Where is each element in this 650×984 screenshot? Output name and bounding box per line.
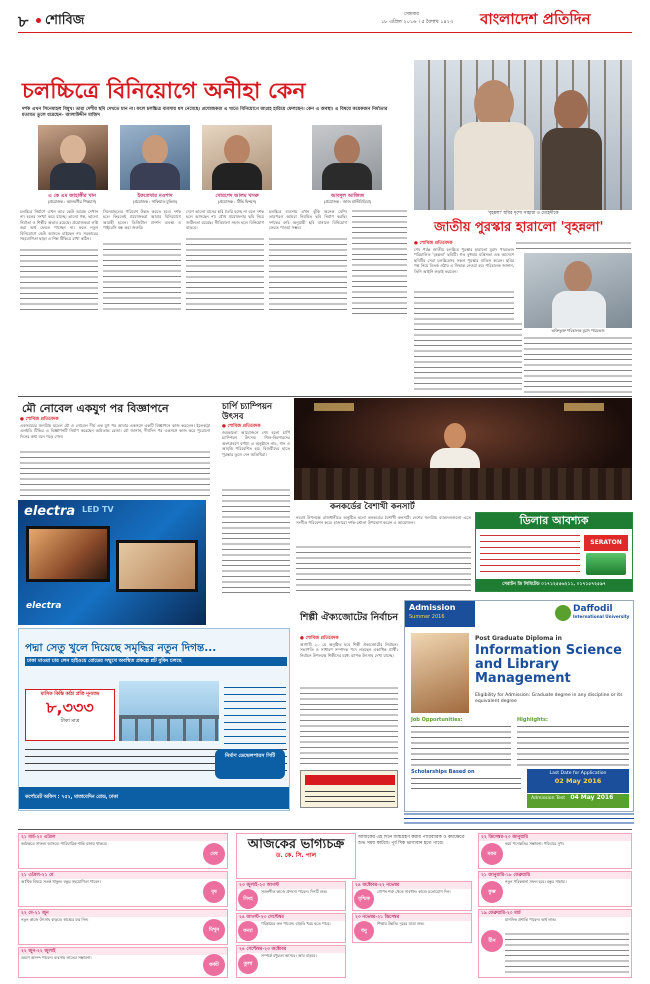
sign-text-1: কর্মক্ষেত্রে সাফল্য আসবে। পারিবারিক শান্তি বজায় থাকবে। <box>21 841 108 846</box>
sign-head-11: ২১ জানুয়ারি-১৮ ফেব্রুয়ারি <box>479 872 631 879</box>
issue-day: সোমবার <box>404 12 419 17</box>
sign-head-10: ২২ ডিসেম্বর-২০ জানুয়ারি <box>479 834 631 841</box>
sign-card-6 <box>236 913 346 943</box>
lead-column-4-text <box>269 237 347 314</box>
brihonnola-byline: ● শোবিজ প্রতিবেদক <box>414 241 453 246</box>
padma-subheadline: ঢাকা মাওয়া চার লেন হাইওয়ে রোডের সম্মুখে অবস্থিত প্রকল্পে প্লট বুকিং চলছে <box>25 657 287 666</box>
lead-intro: দর্শক এখন সিনেমাহল বিমুখ। তারা দেশীয় ছবি দেখতে চান না। ফলে চলচ্চিত্র ব্যবসায় ধস নেমেছে। প্রযোজকরা এ খাতে বিনিয়োগে আগ্রহ হারিয়ে ফেলছেন। কেন এ অবস্থা। এ বিষয়ে কয়েকজন নির্মাতার মতামত তুলে ধরেছেন– আলাউদ্দীন মাজিদ <box>22 107 388 118</box>
sign-card-3 <box>18 909 228 945</box>
sign-head-4: ২২ জুন-২২ জুলাই <box>19 948 227 955</box>
person-role-2: (প্রযোজক : সাফিয়াত মুভিজ) <box>132 199 178 204</box>
lead-column-4: চলচ্চিত্র ব্যবসায় এখন ঝুঁকি অনেক বেশি। তারপরও আমরা নিয়মিত ছবি নির্মাণ করছি। দর্শকের রুচি অনুযায়ী ছবি বানালে বিনিয়োগ ফেরত পাওয়া সম্ভব। <box>269 209 347 231</box>
sign-text-6: পরিশ্রমের ফল পাবেন। বাড়তি খরচ হতে পারে। <box>261 921 331 926</box>
sign-card-8 <box>352 881 472 911</box>
admission-test-label: Admission Test <box>531 796 566 801</box>
sign-text-11: নতুন পরিকল্পনা সফল হবে। বন্ধুর সাহায্য। <box>505 879 567 884</box>
pgd-label: Post Graduate Diploma in <box>475 635 562 642</box>
electra-brand-footer: electra <box>26 601 62 611</box>
daffodil-subname: International University <box>573 614 630 619</box>
sign-icon-cancer: কর্কট <box>203 954 225 976</box>
dealer-contact: সেরাটন ডি লিমিটেড ০১৭১২৫৫৬২১১, ০১৭১৫৭২৫৯৭ <box>476 579 632 591</box>
padma-price-box <box>25 689 115 741</box>
brihonnola-headline: জাতীয় পুরস্কার হারালো 'বৃহন্নলা' <box>434 220 604 235</box>
sign-icon-pisces: মীন <box>481 930 503 952</box>
dealer-wanted-title: ডিলার আবশ্যক <box>476 513 632 529</box>
sign-head-6: ২৪ আগস্ট-২৩ সেপ্টেম্বর <box>237 914 345 921</box>
seraton-product <box>586 553 626 575</box>
admission-label: Admission <box>409 603 456 612</box>
concert-caption: কনকর্ডের বৈশাখী কনসার্ট <box>330 502 415 512</box>
sign-text-7: সম্পর্কে মধুরতা আসবে। আয় বাড়বে। <box>261 953 317 958</box>
daffodil-footer <box>404 812 634 826</box>
charpi-byline: ● শোবিজ প্রতিবেদক <box>222 424 261 429</box>
last-date: 02 May 2016 <box>554 777 602 786</box>
sign-extra-text <box>505 932 629 974</box>
sign-head-9: ২৩ নভেম্বর-২১ ডিসেম্বর <box>353 914 471 921</box>
mou-body: একসময়ের জনপ্রিয় মডেল মৌ ও নোবেল দীর্ঘ এক যুগ পর আবার একসঙ্গে একটি বিজ্ঞাপনে কাজ করলেন। ইলেকট্রা এলইডি টিভির এ বিজ্ঞাপনটি নির্মাণ করেছেন অমিতাভ রেজা। মৌ জানান, দীর্ঘদিন পর একসঙ্গে কাজ করে পুরোনো দিনের কথা মনে পড়ে গেল। <box>20 423 210 439</box>
brihonnola-body-text-2 <box>516 241 631 251</box>
dealer-wanted-body <box>480 533 580 573</box>
charpi-headline: চার্পি চ্যাম্পিয়ন উৎসব <box>222 402 273 422</box>
sign-text-4: ভ্রমণে আনন্দ পাবেন। ব্যবসায় লাভের সম্ভাবনা। <box>21 955 92 960</box>
scholarship-title: Scholarships Based on <box>411 769 475 775</box>
page-number: ৮ <box>18 12 29 31</box>
section-dot <box>36 18 41 23</box>
pgd-course: Information Science and Library Management <box>475 643 622 686</box>
sign-text-12: মানসিক প্রশান্তি পাবেন। অর্থ লাভ। <box>505 917 557 922</box>
sign-icon-leo: সিংহ <box>238 889 258 909</box>
brihonnola-photo <box>414 60 632 210</box>
person-name-4: আবদুল আজিজ <box>331 193 364 199</box>
sign-icon-gemini: মিথুন <box>203 919 225 941</box>
electra-brand: electra <box>24 504 76 519</box>
padma-price: ৮,৩৩৩ <box>46 698 94 718</box>
sign-head-7: ২৪ সেপ্টেম্বর-২৩ অক্টোবর <box>237 946 345 953</box>
library-photo <box>411 633 469 713</box>
eligibility: Eligibility for Admission: Graduate degree in any discipline or its equivalent degree <box>475 693 623 704</box>
sign-icon-taurus: বৃষ <box>203 881 225 903</box>
sign-text-5: সৃজনশীল কাজে প্রশংসা পাবেন। দিনটি শুভ। <box>261 889 328 894</box>
lead-column-3-text <box>186 237 264 314</box>
last-date-label: Last Date for Application <box>549 771 607 776</box>
masthead <box>18 9 632 33</box>
daffodil-ad <box>404 600 634 812</box>
electra-tv-screen-2 <box>116 540 198 592</box>
charpi-body: জমকালো আয়োজনে শেষ হলো চার্পি চ্যাম্পিয়ন উৎসব। শিশু-কিশোরদের অংশগ্রহণে বর্ণাঢ্য এ অনুষ্ঠানে নাচ, গান ও আবৃত্তি পরিবেশিত হয়। বিজয়ীদের হাতে পুরস্কার তুলে দেন অতিথিরা। <box>222 430 290 457</box>
lead-headline: চলচ্চিত্রে বিনিয়োগে অনীহা কেন <box>22 79 306 104</box>
lead-column-3: দেশে ভালো মানের ছবি তৈরি হচ্ছে না বলে দর্শক হলে আসছেন না। যৌথ প্রযোজনার ছবি নিয়ে জটিলতা রয়েছে। নীতিমালা সহজ হলে বিনিয়োগ বাড়বে। <box>186 209 264 231</box>
divider-bottom <box>18 829 632 830</box>
horoscope-title-box <box>236 833 356 879</box>
concert-body: নববর্ষ উপলক্ষে রাজধানীতে অনুষ্ঠিত হলো কনকর্ডের বৈশাখী কনসার্ট। দেশের জনপ্রিয় ব্যান্ডদলগুলো এতে সংগীত পরিবেশন করে। হাজারো দর্শক-শ্রোতা উপভোগ করেন এ আয়োজন। <box>296 515 471 526</box>
small-ad <box>300 770 398 808</box>
silpi-headline: শিল্পী ঐক্যজোটের নির্বাচন <box>300 612 399 623</box>
daffodil-name: Daffodil <box>573 604 613 614</box>
sign-head-8: ২৪ অক্টোবর-২২ নভেম্বর <box>353 882 471 889</box>
sign-text-3: নতুন কাজে উৎসাহ বাড়বে। স্বাস্থ্যের যত্ন নিন। <box>21 917 89 922</box>
sign-card-7 <box>236 945 346 978</box>
portrait-jahangir <box>38 125 108 190</box>
silpi-byline: ● শোবিজ প্রতিবেদক <box>300 636 339 641</box>
padma-footer: কর্পোরেট অফিস : ৭৫২, মাতাবেদিন রোড, ঢাকা <box>19 787 289 809</box>
padma-headline: পদ্মা সেতু খুলে দিয়েছে সমৃদ্ধির নতুন দিগন্ত... <box>25 642 217 654</box>
highlights-list <box>517 724 629 766</box>
padma-features <box>224 685 286 745</box>
daffodil-logo <box>555 605 571 621</box>
padma-brand-logo: নির্মাণ ডেভেলপারস সিটি <box>215 749 285 779</box>
electra-tv-screen <box>26 526 110 582</box>
sign-text-8: গোপন শত্রু থেকে সাবধান। কাজে মনোযোগ দিন। <box>377 889 451 894</box>
brihonnola-body-text-3 <box>414 322 522 394</box>
electra-model: LED TV <box>82 505 114 514</box>
sign-head-5: ২৩ জুলাই-২৩ আগস্ট <box>237 882 345 889</box>
brihonnola-body-text-4 <box>524 336 632 394</box>
concert-photo <box>294 398 632 500</box>
sign-card-10 <box>478 833 632 869</box>
portrait-aziz <box>312 125 382 190</box>
seraton-logo: SERATON <box>584 535 628 551</box>
job-list <box>411 724 511 766</box>
sign-card-2 <box>18 871 228 907</box>
last-date-box <box>527 769 629 793</box>
issue-date: ১৮ এপ্রিল ২০১৬ । ৫ বৈশাখ ১৪২৩ <box>381 19 454 25</box>
admission-test-date: 04 May 2016 <box>570 794 614 801</box>
paper-name: বাংলাদেশ প্রতিদিন <box>480 10 591 28</box>
mou-body-text <box>20 450 210 498</box>
sign-icon-aquarius: কুম্ভ <box>481 881 503 903</box>
sign-icon-capricorn: মকর <box>481 843 503 865</box>
sign-head-1: ২১ মার্চ-২০ এপ্রিল <box>19 834 227 841</box>
brihonnola-photo-caption: 'বৃহন্নলা' ছবির দৃশ্যে সাহারা ও মেহেদীকে <box>487 211 559 216</box>
sign-head-12: ১৯ ফেব্রুয়ারি-২০ মার্চ <box>479 910 631 917</box>
charpi-body-text <box>222 488 290 594</box>
sign-card-11 <box>478 871 632 907</box>
horoscope-intro: আজকের এই দিনে জন্মগ্রহণ করায় পারিবারিক ও কর্মক্ষেত্রে শুভ সময় কাটবে। পূর্ব দিক ভাগ্যবান হতে পারে। <box>358 835 465 846</box>
sign-icon-scorpio: বৃশ্চিক <box>354 889 374 909</box>
divider <box>18 396 632 397</box>
sign-head-3: ২২ মে-২১ জুন <box>19 910 227 917</box>
lead-column-5-text <box>352 209 407 314</box>
concert-body-text <box>296 545 471 593</box>
scholarship-list <box>411 776 521 790</box>
admission-badge <box>405 601 475 627</box>
sign-icon-libra: তুলা <box>238 954 258 974</box>
dealer-wanted-ad <box>475 512 633 592</box>
padma-price-label: মাসিক কিস্তি কাঠা প্রতি নূন্যতম <box>40 692 100 697</box>
portrait-iftekhar <box>120 125 190 190</box>
sign-card-1 <box>18 833 228 869</box>
person-role-3: (প্রযোজক : টিভি ফিল্মস) <box>217 199 257 204</box>
lead-column-2: সিনেমাহলের পরিবেশ উন্নত করতে হবে। দর্শক হলে ফিরলেই প্রযোজকরা আবার বিনিয়োগে আগ্রহী হবেন। ডিজিটাল প্রদর্শন ব্যবস্থা ও পাইরেসি বন্ধ করা জরুরি। <box>103 209 181 231</box>
director-photo-caption: ভক্তিভুক্ত পরিচালক মুরাদ পারভেজ <box>551 328 605 333</box>
person-role-1: (প্রযোজক : আলমগীর পিকচার্স) <box>47 199 97 204</box>
person-name-1: এ কে এম জাহাঙ্গীর খান <box>47 193 97 199</box>
sign-card-4 <box>18 947 228 978</box>
lead-column-1-text <box>20 248 98 314</box>
horoscope-title: আজকের ভাগ্যচক্র <box>247 837 345 852</box>
job-opportunities-title: Job Opportunities: <box>411 717 463 723</box>
sign-card-5 <box>236 881 346 911</box>
mou-byline: ● শোবিজ প্রতিবেদক <box>20 417 59 422</box>
padma-price-unit: টাকা মাত্র <box>60 718 80 725</box>
brihonnola-body: শেষ পর্যন্ত জাতীয় চলচ্চিত্র পুরস্কার হারালো মুরাদ পারভেজ পরিচালিত 'বৃহন্নলা' ছবিটি। গত বুধবার মন্ত্রিসভা এক আদেশে ছবিটির সেরা চলচ্চিত্রসহ সকল পুরস্কার বাতিল করেন। ছবির গল্প নিয়ে বিতর্ক ওঠায় এ সিদ্ধান্ত নেওয়া হয়। পরিচালক জানান, তিনি আইনি লড়াই করবেন। <box>414 247 514 274</box>
horoscope-author: ড. কে. সি. পাল <box>275 852 317 859</box>
director-photo <box>524 253 632 328</box>
sign-icon-sagittarius: ধনু <box>354 921 374 941</box>
mou-headline: মৌ নোবেল একযুগ পর বিজ্ঞাপনে <box>22 402 169 415</box>
silpi-body-text <box>300 686 398 766</box>
silpi-body: আগামী ২০ মে অনুষ্ঠিত হবে শিল্পী ঐক্যজোটের নির্বাচন। সভাপতি ও সাধারণ সম্পাদক পদে লড়ছেন একাধিক প্রার্থী। নির্বাচন উপলক্ষে শিল্পীদের মধ্যে ব্যাপক উৎসাহ দেখা যাচ্ছে। <box>300 642 398 658</box>
admission-session: Summer 2016 <box>409 613 445 620</box>
sign-icon-aries: মেষ <box>203 843 225 865</box>
sign-card-12 <box>478 909 632 978</box>
section-name: শোবিজ <box>45 13 85 28</box>
person-role-4: (প্রযোজক : জাজ মাল্টিমিডিয়া) <box>323 199 372 204</box>
lead-column-2-text <box>103 242 181 314</box>
sign-card-9 <box>352 913 472 943</box>
sign-text-10: কর্মে পদোন্নতির সম্ভাবনা। পরিবারে সুখ। <box>505 841 564 846</box>
highlights-title: Highlights: <box>517 717 548 723</box>
brihonnola-body-text <box>414 290 514 320</box>
person-name-3: খোরশেদ আলম খসরু <box>215 193 259 199</box>
horoscope-section <box>18 833 632 978</box>
person-name-2: ইফতেখার নওশাদ <box>137 193 173 199</box>
padma-bridge-art <box>119 681 219 741</box>
sign-text-9: শিক্ষায় উন্নতি। দূরের যাত্রা শুভ। <box>377 921 425 926</box>
lead-column-1: চলচ্চিত্র নির্মাণে এখন আর কেউ আগ্রহ দেখান না। হলের সংখ্যা কমে যাচ্ছে। ভালো গল্প, ভালো নির্মাতা ও শিল্পীর অভাব রয়েছে। প্রযোজকরা লগ্নি করা অর্থ ফেরত পাচ্ছেন না। ফলে নতুন বিনিয়োগে কেউ আসতে চাইছেন না। সরকারের সহযোগিতা ছাড়া এ শিল্প টিকিয়ে রাখা কঠিন। <box>20 209 98 242</box>
sign-text-2: আর্থিক বিষয়ে সতর্ক থাকুন। বন্ধুর সহযোগিতা পাবেন। <box>21 879 101 884</box>
portrait-khosru <box>202 125 272 190</box>
electra-ad <box>18 500 206 625</box>
sign-icon-virgo: কন্যা <box>238 921 258 941</box>
admission-test-box <box>527 794 629 808</box>
sign-head-2: ২১ এপ্রিল-২১ মে <box>19 872 227 879</box>
padma-ad <box>18 628 290 811</box>
